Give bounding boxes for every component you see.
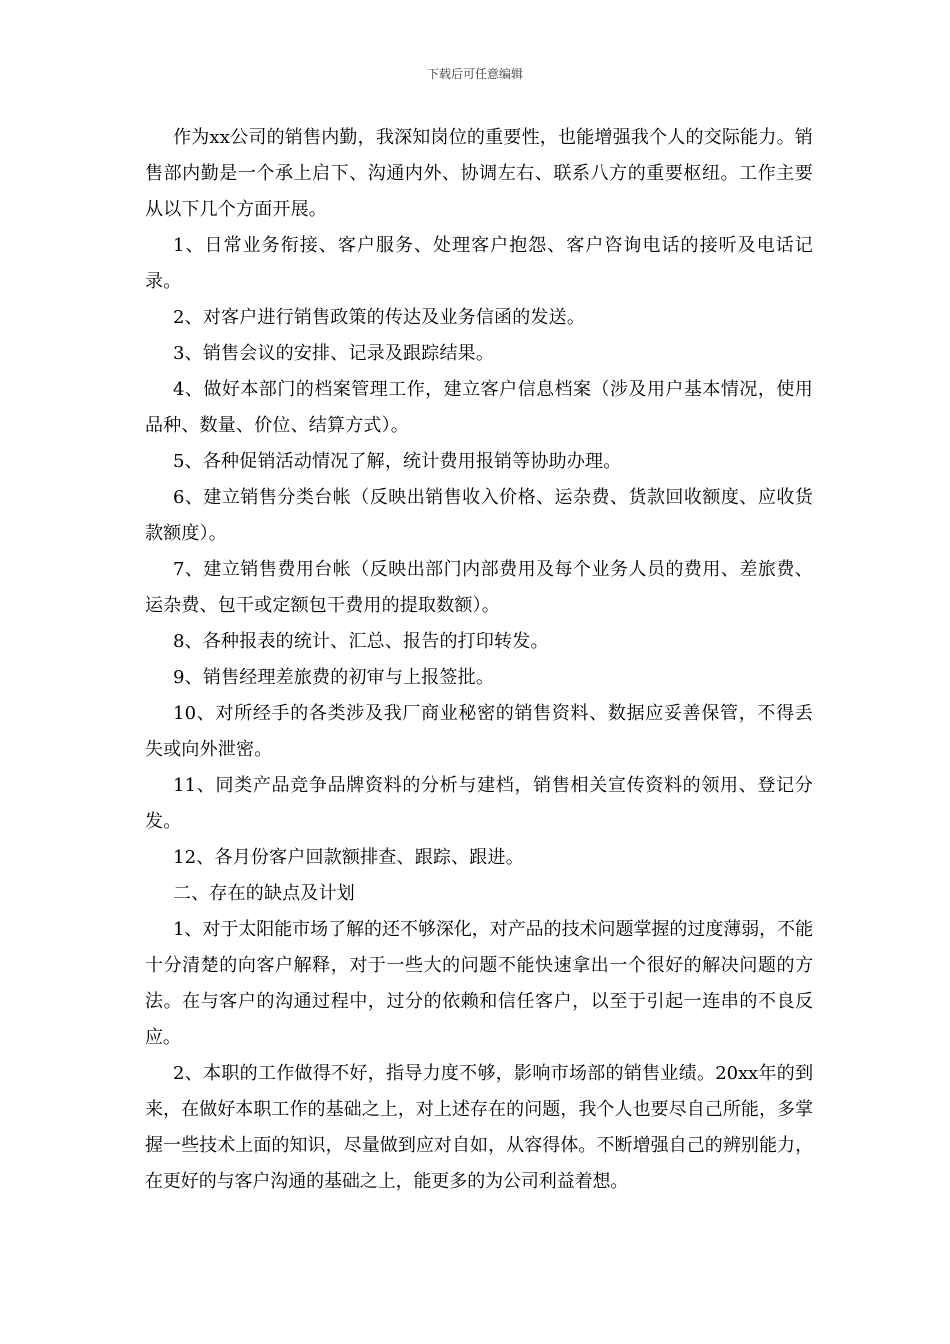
document-body [145, 120, 813, 1200]
paragraph-item-1: 1、日常业务衔接、客户服务、处理客户抱怨、客户咨询电话的接听及电话记录。 [145, 235, 813, 292]
paragraph-item-11: 11、同类产品竞争品牌资料的分析与建档，销售相关宣传资料的领用、登记分发。 [145, 775, 813, 832]
paragraph-item-4: 4、做好本部门的档案管理工作，建立客户信息档案（涉及用户基本情况，使用品种、数量、价位、结算方式）。 [145, 379, 813, 436]
paragraph-item-3: 3、销售会议的安排、记录及跟踪结果。 [173, 343, 495, 364]
paragraph-item-7: 7、建立销售费用台帐（反映出部门内部费用及每个业务人员的费用、差旅费、运杂费、包干或定额包干费用的提取数额）。 [145, 559, 813, 616]
paragraph-item-8: 8、各种报表的统计、汇总、报告的打印转发。 [173, 631, 549, 652]
paragraph-intro: 作为xx公司的销售内勤，我深知岗位的重要性，也能增强我个人的交际能力。销售部内勤是一个承上启下、沟通内外、协调左右、联系八方的重要枢纽。工作主要从以下几个方面开展。 [145, 127, 813, 220]
paragraph-item-12: 12、各月份客户回款额排查、跟踪、跟进。 [173, 847, 524, 868]
section-heading-shortcomings: 二、存在的缺点及计划 [173, 883, 355, 904]
header-note: 下载后可任意编辑 [426, 67, 523, 81]
paragraph-shortcoming-2: 2、本职的工作做得不好，指导力度不够，影响市场部的销售业绩。20xx年的到来，在做好本职工作的基础之上，对上述存在的问题，我个人也要尽自己所能，多掌握一些技术上面的知识，尽量做到应对自如，从容得体。不断增强自己的辨别能力，在更好的与客户沟通的基础之上，能更多的为公司利益着想。 [145, 1063, 813, 1192]
paragraph-item-10: 10、对所经手的各类涉及我厂商业秘密的销售资料、数据应妥善保管，不得丢失或向外泄密。 [145, 703, 813, 760]
paragraph-item-5: 5、各种促销活动情况了解，统计费用报销等协助办理。 [173, 451, 622, 472]
paragraph-shortcoming-1: 1、对于太阳能市场了解的还不够深化，对产品的技术问题掌握的过度薄弱，不能十分清楚的向客户解释，对于一些大的问题不能快速拿出一个很好的解决问题的方法。在与客户的沟通过程中，过分的依赖和信任客户，以至于引起一连串的不良反应。 [145, 919, 813, 1048]
paragraph-item-9: 9、销售经理差旅费的初审与上报签批。 [173, 667, 495, 688]
paragraph-item-6: 6、建立销售分类台帐（反映出销售收入价格、运杂费、货款回收额度、应收货款额度）。 [145, 487, 813, 544]
paragraph-item-2: 2、对客户进行销售政策的传达及业务信函的发送。 [173, 307, 586, 328]
